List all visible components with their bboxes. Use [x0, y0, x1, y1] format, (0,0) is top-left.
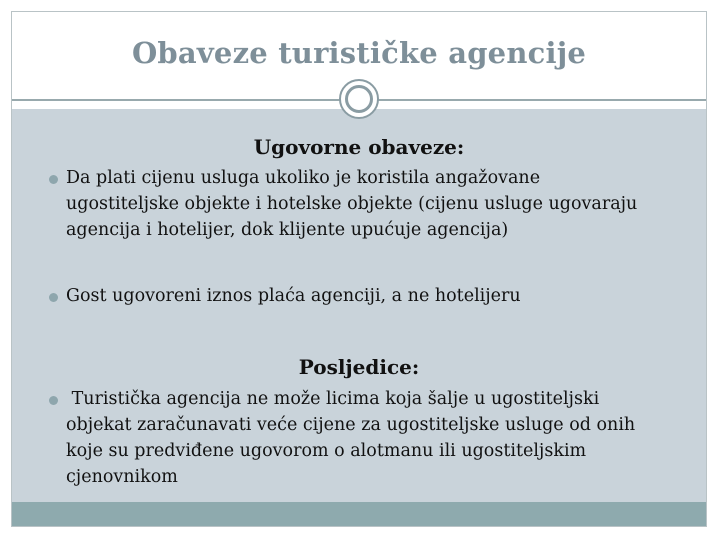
bullet-dot-icon [49, 293, 58, 302]
heading-ugovorne-obaveze: Ugovorne obaveze: [253, 135, 465, 159]
bullet-dot-icon [49, 396, 58, 405]
bullet-line: Da plati cijenu usluga ukoliko je koristila angažovane [66, 168, 541, 188]
slide-title: Obaveze turističke agencije [131, 36, 587, 70]
bullet-line: agencija i hotelijer, dok klijente upućuje agencija) [66, 220, 509, 240]
bullet-item-1 [66, 165, 637, 243]
bullet-line: cjenovnikom [66, 467, 178, 487]
bullet-line: koje su predviđene ugovorom o alotmanu ili ugostiteljskim [66, 441, 587, 461]
bullet-line: ugostiteljske objekte i hotelske objekte (cijenu usluge ugovaraju [66, 194, 638, 214]
slide [11, 11, 707, 527]
circle-ornament-inner [345, 85, 373, 113]
bullet-line: Gost ugovoreni iznos plaća agenciji, a ne hotelijeru [66, 286, 521, 306]
circle-ornament-icon [339, 79, 379, 119]
heading-posljedice: Posljedice: [298, 355, 420, 379]
bottom-bar [12, 502, 706, 526]
bullet-line: Turistička agencija ne može licima koja šalje u ugostiteljski [66, 389, 600, 409]
bullet-item-3 [66, 386, 635, 490]
bullet-item-2 [66, 283, 521, 309]
bullet-line: objekat zaračunavati veće cijene za ugostiteljske usluge od onih [66, 415, 636, 435]
bullet-dot-icon [49, 175, 58, 184]
